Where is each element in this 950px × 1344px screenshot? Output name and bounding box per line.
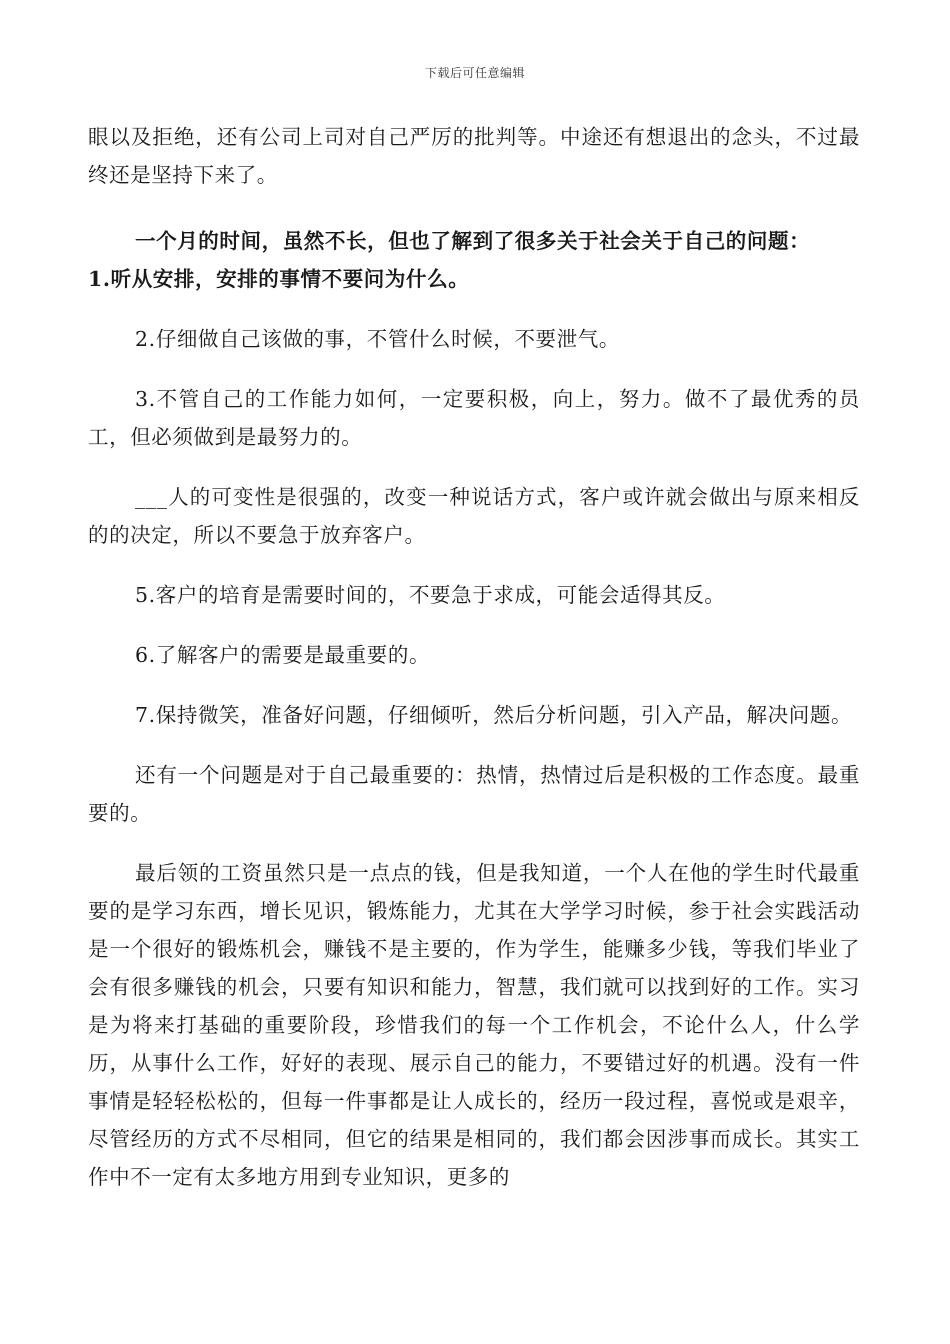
list-item-6: 6.了解客户的需要是最重要的。 bbox=[135, 643, 431, 667]
list-item-4: ___人的可变性是很强的，改变一种说话方式，客户或许就会做出与原来相反的的决定，所以不要急于放弃客户。 bbox=[88, 485, 860, 547]
paragraph-continuation: 眼以及拒绝，还有公司上司对自己严厉的批判等。中途还有想退出的念头，不过最终还是坚持下来了。 bbox=[88, 125, 860, 187]
list-item-5: 5.客户的培育是需要时间的，不要急于求成，可能会适得其反。 bbox=[135, 583, 726, 607]
paragraph-conclusion: 最后领的工资虽然只是一点点的钱，但是我知道，一个人在他的学生时代最重要的是学习东西，增长见识，锻炼能力，尤其在大学学习时候，参于社会实践活动是一个很好的锻炼机会，赚钱不是主要的，作为学生，能赚多少钱，等我们毕业了会有很多赚钱的机会，只要有知识和能力，智慧，我们就可以找到好的工作。实习是为将来打基础的重要阶段，珍惜我们的每一个工作机会，不论什么人，什么学历，从事什么工作，好好的表现、展示自己的能力，不要错过好的机遇。没有一件事情是轻轻松松的，但每一件事都是让人成长的，经历一段过程，喜悦或是艰辛，尽管经历的方式不尽相同，但它的结果是相同的，我们都会因涉事而成长。其实工作中不一定有太多地方用到专业知识，更多的 bbox=[88, 861, 860, 1189]
list-item-7: 7.保持微笑，准备好问题，仔细倾听，然后分析问题，引入产品，解决问题。 bbox=[135, 703, 853, 727]
document-body bbox=[88, 118, 860, 1196]
paragraph-passion: 还有一个问题是对于自己最重要的：热情，热情过后是积极的工作态度。最重要的。 bbox=[88, 763, 860, 825]
paragraph-summary-intro: 一个月的时间，虽然不长，但也了解到了很多关于社会关于自己的问题： bbox=[135, 229, 811, 253]
list-item-2: 2.仔细做自己该做的事，不管什么时候，不要泄气。 bbox=[135, 327, 620, 351]
list-item-1: 1.听从安排，安排的事情不要问为什么。 bbox=[88, 267, 470, 291]
page-header: 下载后可任意编辑 bbox=[424, 66, 525, 80]
list-item-3: 3.不管自己的工作能力如何，一定要积极，向上，努力。做不了最优秀的员工，但必须做到是最努力的。 bbox=[88, 387, 860, 449]
